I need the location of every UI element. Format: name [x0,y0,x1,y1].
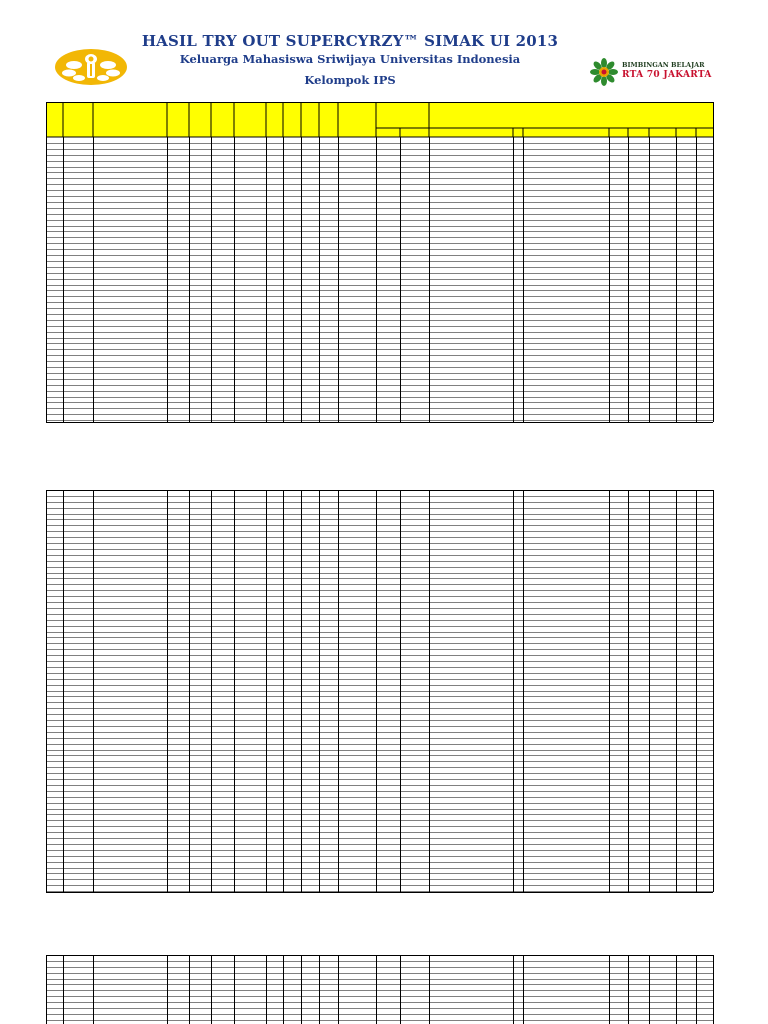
report-subtitle: Keluarga Mahasiswa Sriwijaya Universitas Indonesia [179,52,521,66]
bimbel-name-top: BIMBINGAN BELAJAR [622,61,705,69]
bimbel-name-bottom: RTA 70 JAKARTA [622,70,712,80]
table-header-fill [46,102,713,137]
report-title: HASIL TRY OUT SUPERCYRZY™ SIMAK UI 2013 [141,32,559,50]
report-group: Kelompok IPS [304,73,396,87]
